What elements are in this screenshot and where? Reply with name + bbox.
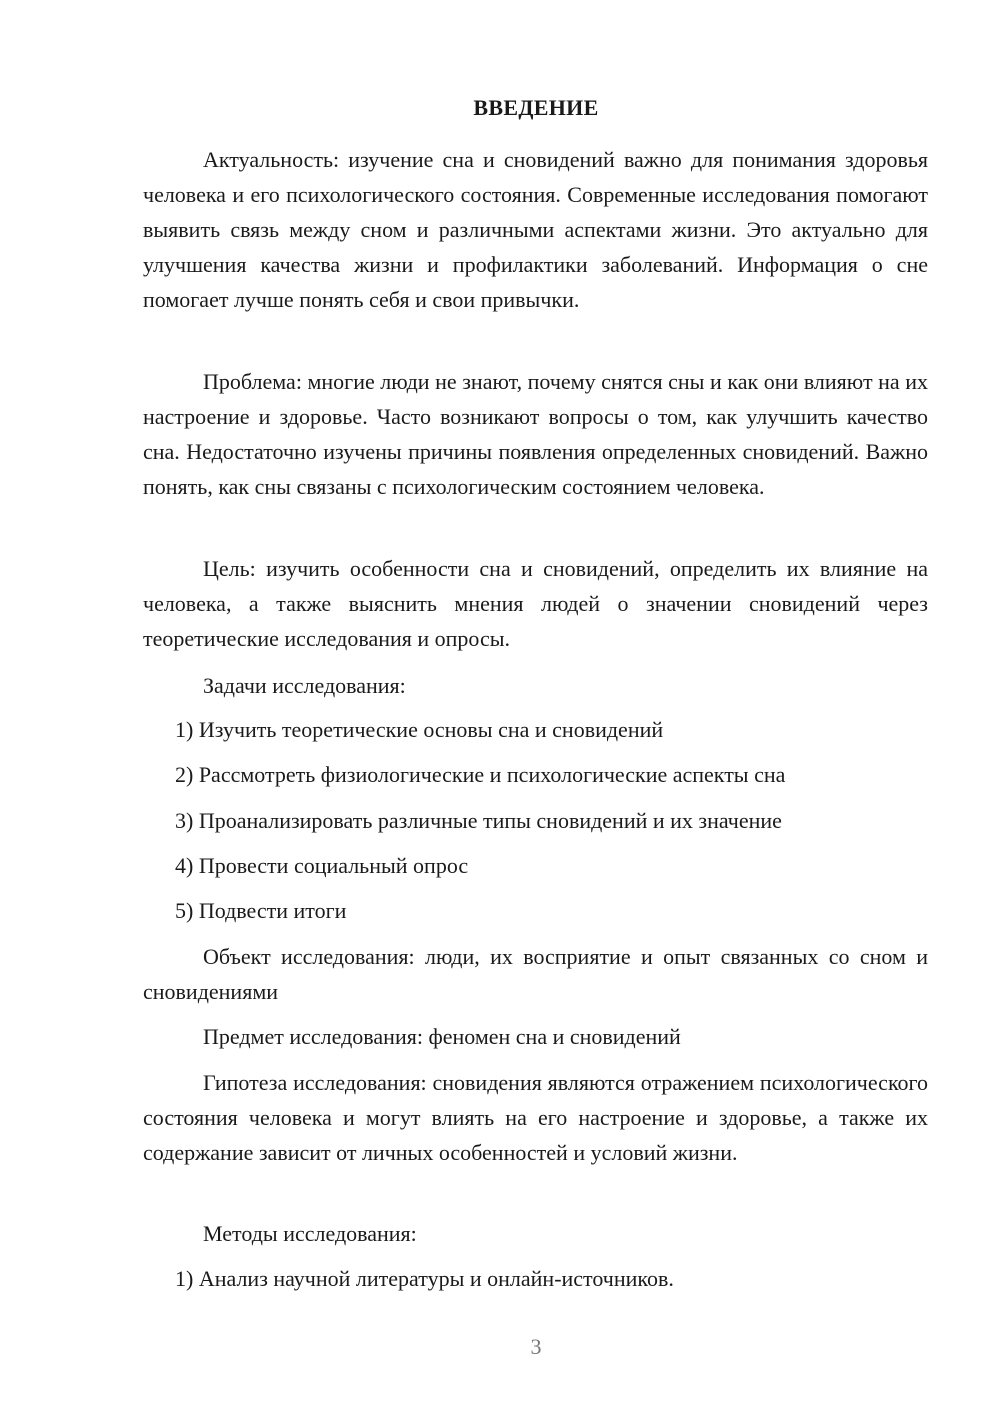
- task-item: 4) Провести социальный опрос: [175, 853, 469, 878]
- hypothesis-paragraph: Гипотеза исследования: сновидения являются отражением психологического состояния человека и могут влиять на его настроение и здоровье, а также их содержание зависит от личных особенностей и условий жизни.: [143, 1070, 928, 1165]
- page-number: 3: [530, 1334, 542, 1359]
- method-item: 1) Анализ научной литературы и онлайн-источников.: [175, 1266, 674, 1291]
- task-item: 1) Изучить теоретические основы сна и сновидений: [175, 717, 664, 742]
- relevance-paragraph: Актуальность: изучение сна и сновидений важно для понимания здоровья человека и его психологического состояния. Современные исследования помогают выявить связь между сном и различными аспектами жизни. Это актуально для улучшения качества жизни и профилактики заболеваний. Информация о сне помогает лучше понять себя и свои привычки.: [143, 147, 928, 312]
- tasks-heading: Задачи исследования:: [203, 673, 406, 698]
- goal-paragraph: Цель: изучить особенности сна и сновидений, определить их влияние на человека, а также выяснить мнения людей о значении сновидений через теоретические исследования и опросы.: [143, 556, 928, 651]
- methods-heading: Методы исследования:: [203, 1221, 417, 1246]
- object-paragraph: Объект исследования: люди, их восприятие и опыт связанных со сном и сновидениями: [143, 944, 928, 1004]
- subject-paragraph: Предмет исследования: феномен сна и сновидений: [203, 1024, 681, 1049]
- task-item: 2) Рассмотреть физиологические и психологические аспекты сна: [175, 762, 786, 787]
- problem-paragraph: Проблема: многие люди не знают, почему снятся сны и как они влияют на их настроение и здоровье. Часто возникают вопросы о том, как улучшить качество сна. Недостаточно изучены причины появления определенных сновидений. Важно понять, как сны связаны с психологическим состоянием человека.: [143, 369, 928, 499]
- task-item: 3) Проанализировать различные типы сновидений и их значение: [175, 808, 782, 833]
- page-title: ВВЕДЕНИЕ: [473, 95, 599, 120]
- task-item: 5) Подвести итоги: [175, 898, 347, 923]
